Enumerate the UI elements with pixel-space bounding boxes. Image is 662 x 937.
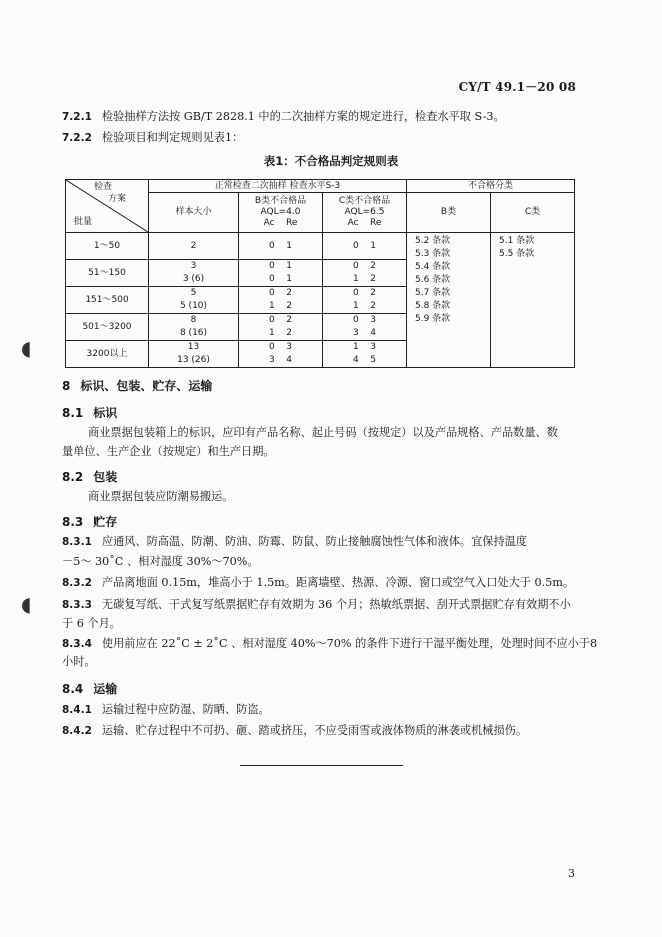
section-8-2-text: 商业票据包装应防潮易搬运。 — [88, 490, 234, 503]
page-number: 3 — [568, 867, 575, 880]
header-class-b: B类 — [407, 193, 491, 233]
table-row: 51～150 3 3 (6) 0 1 0 1 0 2 1 2 — [66, 260, 575, 287]
table-row: 151～500 5 5 (10) 0 2 1 2 0 2 1 2 — [66, 287, 575, 314]
clause-8-4-2: 8.4.2 运输、贮存过程中不可扔、砸、踏或挤压，不应受雨雪或液体物质的淋袭或机械损伤。 — [62, 724, 528, 737]
section-8-1-text-cont: 量单位、生产企业（按规定）和生产日期。 — [62, 445, 275, 458]
end-rule — [240, 765, 403, 766]
clause-8-3-4-cont: 小时。 — [62, 655, 96, 668]
clause-8-3-3: 8.3.3 无碳复写纸、干式复写纸票据贮存有效期为 36 个月；热敏纸票据、刮开式票据贮存有效期不小 — [62, 598, 571, 611]
table-row: 501～3200 8 8 (16) 0 2 1 2 0 3 3 4 — [66, 314, 575, 341]
section-8-1-heading: 8.1 标识 — [62, 406, 118, 420]
table-corner-cell: 检查 方案 批量 — [66, 180, 149, 233]
section-8-2-heading: 8.2 包装 — [62, 470, 118, 484]
binding-hole-mark: ◖ — [21, 592, 32, 616]
header-sample-size: 样本大小 — [149, 193, 239, 233]
section-8-1-text: 商业票据包装箱上的标识，应印有产品名称、起止号码（按规定）以及产品规格、产品数量、数 — [88, 426, 558, 439]
header-c-class-aql: C类不合格品 AQL=6.5 Ac Re — [323, 193, 407, 233]
judgment-table — [65, 179, 575, 368]
header-class-c: C类 — [491, 193, 575, 233]
binding-hole-mark: ◖ — [21, 336, 32, 360]
header-b-class-aql: B类不合格品 AQL=4.0 Ac Re — [239, 193, 323, 233]
clause-8-3-2: 8.3.2 产品离地面 0.15m，堆高小于 1.5m。距离墙壁、热源、冷源、窗口或空气入口处大于 0.5m。 — [62, 576, 575, 589]
section-8-4-heading: 8.4 运输 — [62, 682, 118, 696]
standard-code: CY/T 49.1－20 08 — [458, 80, 576, 94]
clause-8-3-1: 8.3.1 应通风、防高温、防潮、防油、防霉、防鼠、防止接触腐蚀性气体和液体。宜保持温度 — [62, 535, 528, 548]
table-row: 1～50 2 0 1 0 1 5.2 条款 5.3 条款 5.4 条款 5.6 条款 5.7 条款 5.8 条款 5.9 条款 5.1 条款 5.5 条款 — [66, 233, 575, 260]
class-b-clauses: 5.2 条款 5.3 条款 5.4 条款 5.6 条款 5.7 条款 5.8 条款 5.9 条款 — [407, 233, 491, 368]
clause-7-2-1: 7.2.1 检验抽样方法按 GB/T 2828.1 中的二次抽样方案的规定进行，检查水平取 S-3。 — [62, 110, 505, 123]
class-c-clauses: 5.1 条款 5.5 条款 — [491, 233, 575, 368]
clause-7-2-2: 7.2.2 检验项目和判定规则见表1： — [62, 131, 244, 144]
clause-8-4-1: 8.4.1 运输过程中应防湿、防晒、防盗。 — [62, 703, 270, 716]
clause-8-3-1-cont: －5～ 30˚C 、相对湿度 30%～70%。 — [62, 555, 259, 568]
table-caption: 表1：不合格品判定规则表 — [263, 154, 399, 168]
section-8-heading: 8 标识、包装、贮存、运输 — [62, 379, 213, 393]
clause-8-3-4: 8.3.4 使用前应在 22˚C ± 2˚C 、相对湿度 40%～70% 的条件下进行干湿平衡处理，处理时间不应小于8 — [62, 637, 598, 650]
header-normal-inspection: 正常检查二次抽样 检查水平S-3 — [149, 180, 407, 193]
header-defect-class: 不合格分类 — [407, 180, 575, 193]
section-8-3-heading: 8.3 贮存 — [62, 515, 118, 529]
table-row: 3200以上 13 13 (26) 0 3 3 4 1 3 4 5 — [66, 341, 575, 368]
clause-8-3-3-cont: 于 6 个月。 — [62, 617, 121, 630]
